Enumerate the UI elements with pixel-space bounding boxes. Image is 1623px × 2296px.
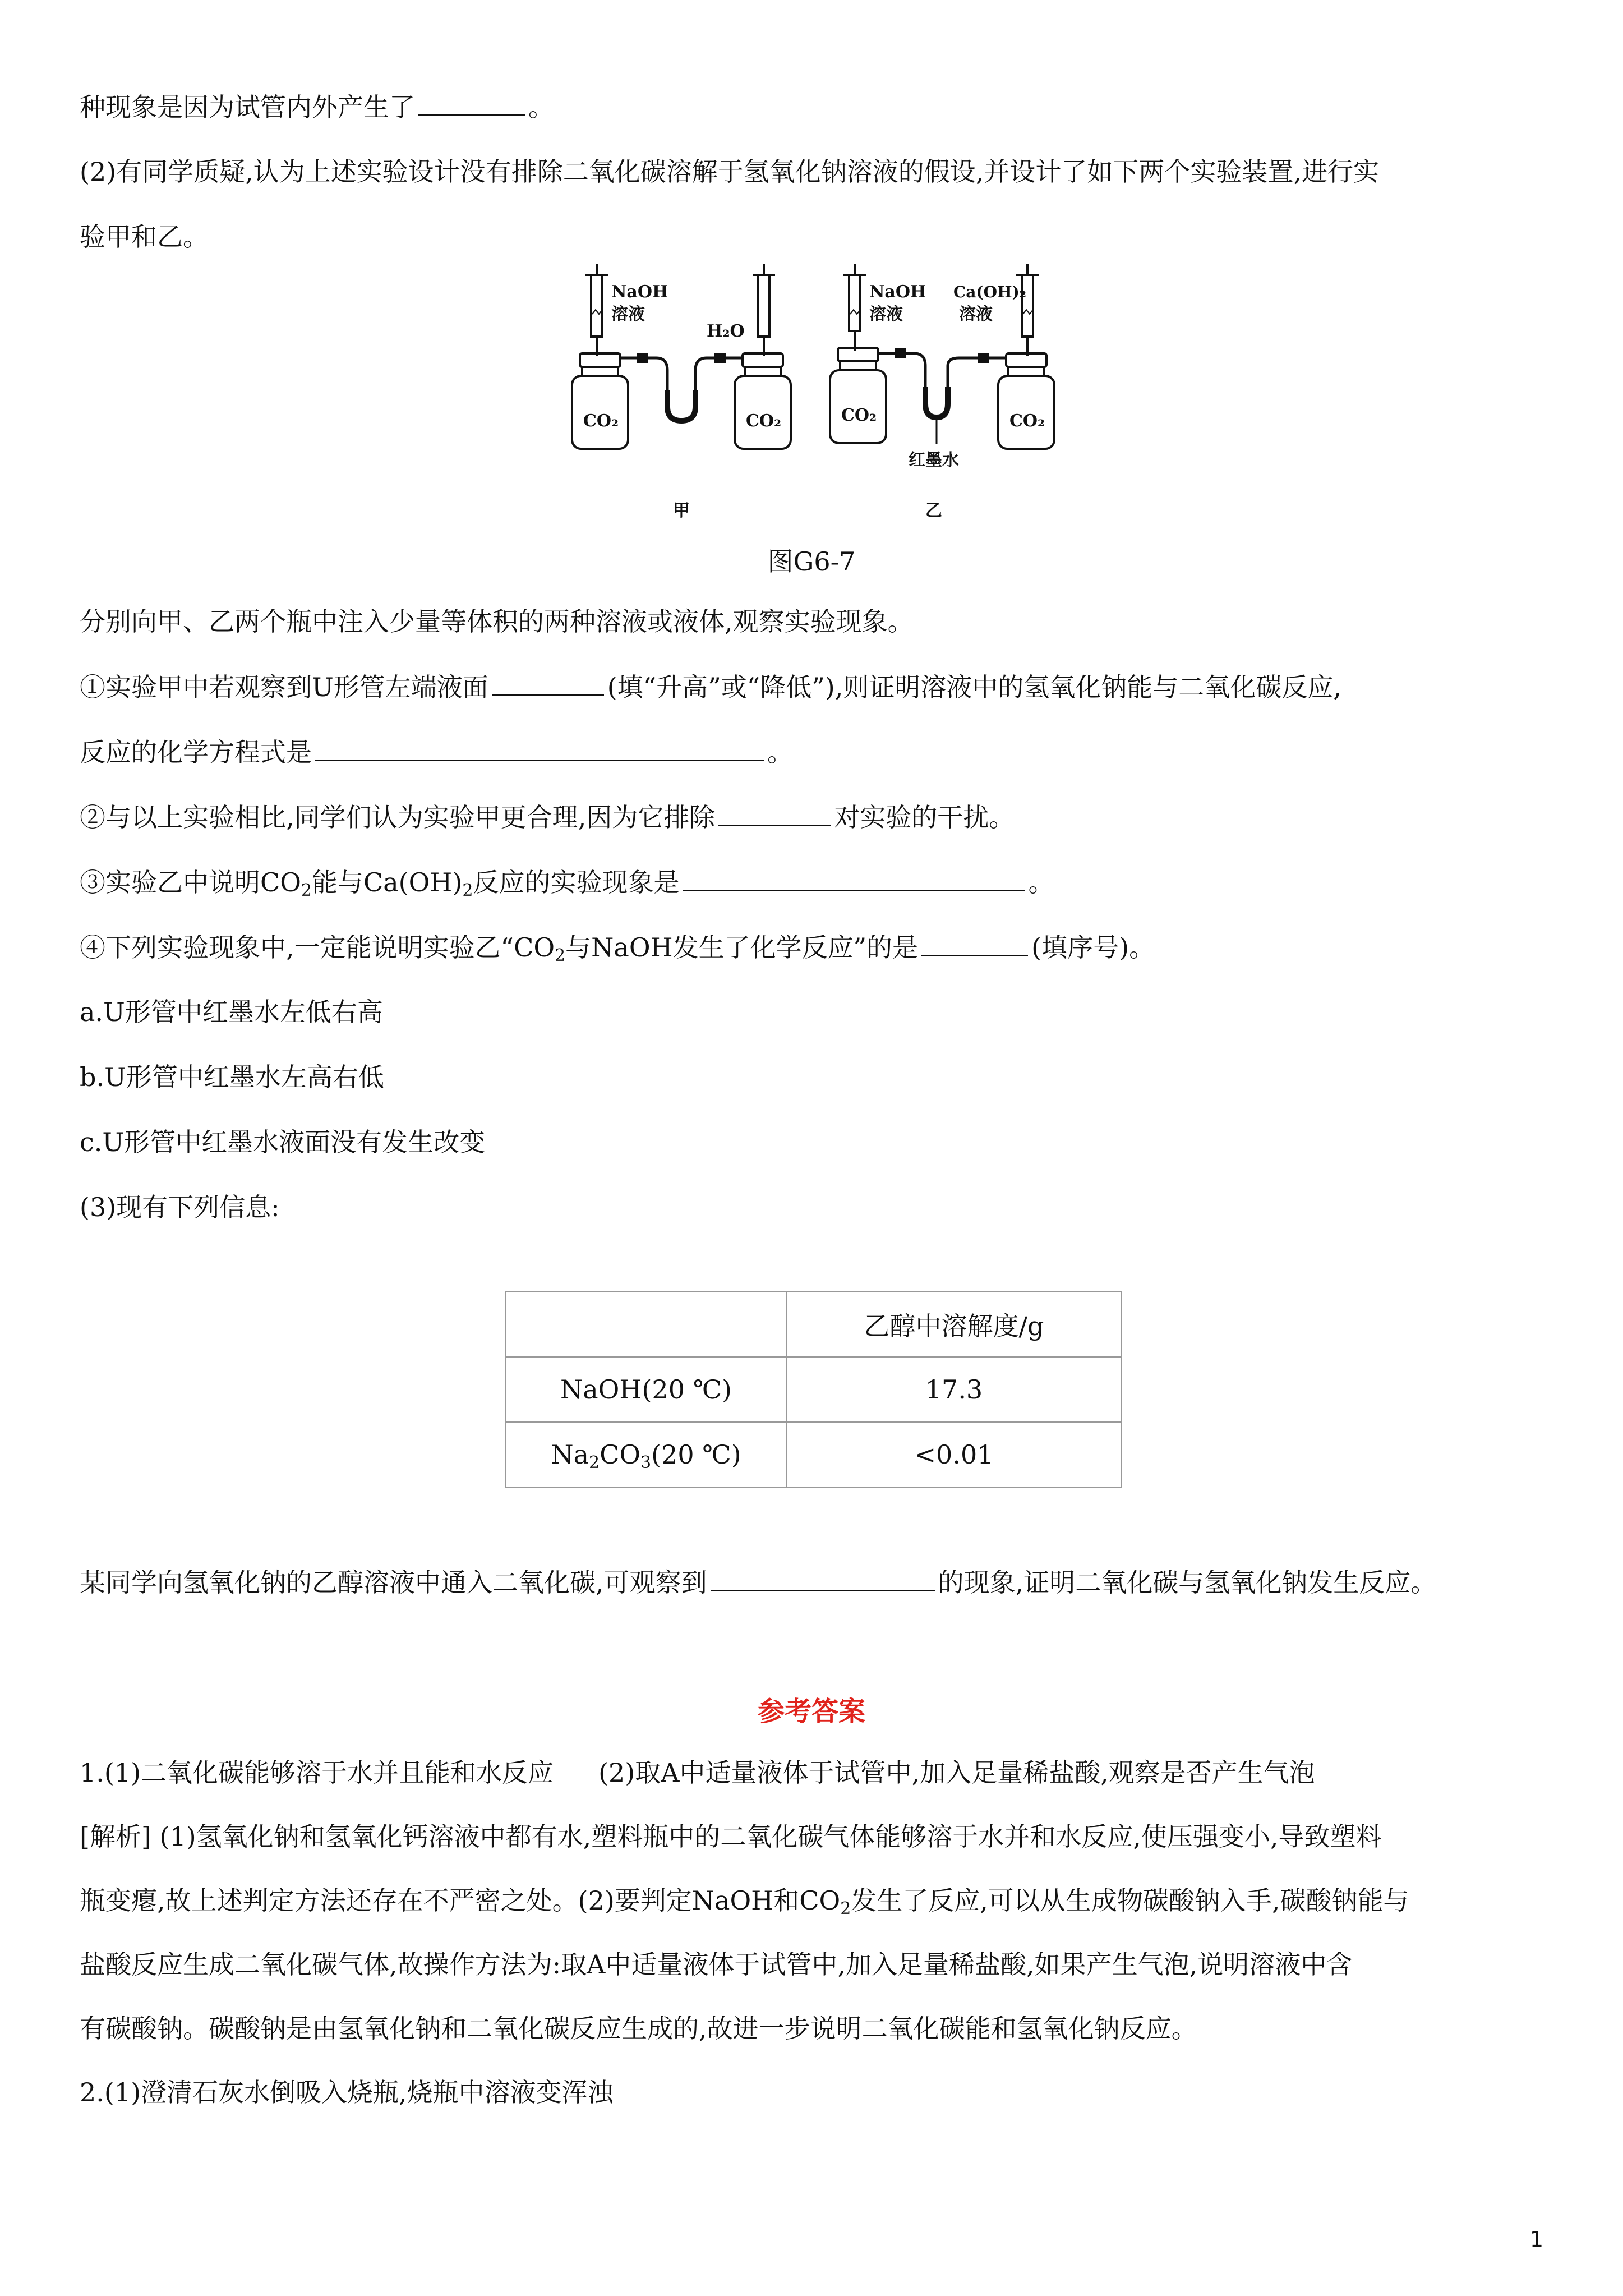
- yi-right-reagent-line2: 溶液: [959, 305, 993, 324]
- option-b: b.U形管中红墨水左高右低: [80, 1062, 384, 1092]
- question-line: ④下列实验现象中,一定能说明实验乙“$CO_2$与NaOH发生了化学反应”的是 (填序号)。: [80, 930, 1155, 964]
- answer-blank[interactable]: [492, 670, 604, 696]
- answer-line: 瓶变瘪,故上述判定方法还存在不严密之处。(2)要判定NaOH和$CO_2$发生了反应,可以从生成物碳酸钠入手,碳酸钠能与: [80, 1885, 1409, 1918]
- yi-left-reagent-line1: NaOH: [869, 282, 926, 302]
- yi-label: 乙: [925, 501, 942, 521]
- table-cell: 17.3: [787, 1357, 1121, 1422]
- answer-heading: 参考答案: [757, 1696, 865, 1727]
- question-line: ②与以上实验相比,同学们认为实验甲更合理,因为它排除 对实验的干扰。: [80, 800, 1015, 834]
- page-number: 1: [1529, 2227, 1543, 2252]
- yi-left-bottle-label: CO₂: [841, 406, 877, 425]
- solubility-table: [505, 1291, 1122, 1488]
- jia-left-bottle-label: CO₂: [583, 411, 619, 431]
- question-line: (3)现有下列信息:: [80, 1192, 280, 1222]
- option-a: a.U形管中红墨水左低右高: [80, 997, 383, 1027]
- jia-left-syringe: [585, 264, 608, 356]
- yi-liquid-label: 红墨水: [909, 450, 959, 470]
- answer-line: 1.(1)二氧化碳能够溶于水并且能和水反应 (2)取A中适量液体于试管中,加入足量稀盐酸,观察是否产生气泡: [80, 1757, 1315, 1788]
- answer-blank[interactable]: [718, 800, 831, 826]
- option-c: c.U形管中红墨水液面没有发生改变: [80, 1127, 486, 1157]
- jia-right-bottle-label: CO₂: [746, 411, 782, 431]
- question-line: ①实验甲中若观察到U形管左端液面 (填“升高”或“降低”),则证明溶液中的氢氧化钠能与二氧化碳反应,: [80, 670, 1341, 704]
- answer-line: [解析] (1)氢氧化钠和氢氧化钙溶液中都有水,塑料瓶中的二氧化碳气体能够溶于水并和水反应,使压强变小,导致塑料: [80, 1821, 1382, 1852]
- yi-u-tube: [878, 353, 1006, 417]
- yi-right-reagent-line1: Ca(OH)₂: [953, 283, 1027, 301]
- table-header-cell: 乙醇中溶解度/g: [787, 1292, 1121, 1357]
- answer-line: 有碳酸钠。碳酸钠是由氢氧化钠和二氧化碳反应生成的,故进一步说明二氧化碳能和氢氧化钠反应。: [80, 2013, 1197, 2044]
- jia-label: 甲: [673, 501, 690, 521]
- table-cell: $Na_2CO_3(20$ ℃): [505, 1422, 787, 1487]
- figure-caption: 图G6-7: [767, 546, 856, 577]
- answer-blank[interactable]: [315, 735, 764, 761]
- jia-right-reagent: H₂O: [707, 321, 745, 341]
- table-row: [505, 1357, 1121, 1422]
- table-row: [505, 1292, 1121, 1357]
- table-row: [505, 1422, 1121, 1487]
- yi-left-syringe: [843, 264, 866, 351]
- question-line: ③实验乙中说明$CO_2$能与$Ca(OH)_2$反应的实验现象是 。: [80, 865, 1054, 899]
- yi-left-reagent-line2: 溶液: [869, 305, 903, 324]
- yi-right-bottle-label: CO₂: [1009, 411, 1045, 431]
- yi-right-syringe: [1016, 264, 1039, 356]
- jia-left-bottle: [572, 353, 628, 449]
- question-line: 某同学向氢氧化钠的乙醇溶液中通入二氧化碳,可观察到 的现象,证明二氧化碳与氢氧化钠发生反应。: [80, 1565, 1436, 1599]
- answer-blank[interactable]: [418, 90, 525, 116]
- answer-line: 2.(1)澄清石灰水倒吸入烧瓶,烧瓶中溶液变浑浊: [80, 2077, 614, 2108]
- question-line: 分别向甲、乙两个瓶中注入少量等体积的两种溶液或液体,观察实验现象。: [80, 606, 914, 637]
- question-line: 反应的化学方程式是 。: [80, 735, 793, 769]
- jia-right-syringe: [753, 264, 775, 356]
- jia-left-reagent-line2: 溶液: [611, 305, 645, 324]
- table-cell: <0.01: [787, 1422, 1121, 1487]
- answer-blank[interactable]: [921, 930, 1028, 956]
- yi-left-bottle: [830, 348, 886, 443]
- jia-left-reagent-line1: NaOH: [611, 282, 668, 302]
- question-line: (2)有同学质疑,认为上述实验设计没有排除二氧化碳溶解于氢氧化钠溶液的假设,并设计了如下两个实验装置,进行实: [80, 157, 1380, 187]
- table-cell: NaOH(20 ℃): [505, 1357, 787, 1422]
- yi-right-bottle: [998, 353, 1054, 449]
- answer-blank[interactable]: [683, 865, 1025, 891]
- answer-line: 盐酸反应生成二氧化碳气体,故操作方法为:取A中适量液体于试管中,加入足量稀盐酸,如果产生气泡,说明溶液中含: [80, 1949, 1353, 1980]
- jia-u-tube: [620, 358, 743, 421]
- answer-blank[interactable]: [711, 1565, 935, 1591]
- apparatus-figure: [566, 264, 1060, 533]
- jia-right-bottle: [735, 353, 791, 449]
- question-line: 验甲和乙。: [80, 222, 209, 252]
- table-header-cell: [505, 1292, 787, 1357]
- question-line: 种现象是因为试管内外产生了 。: [80, 90, 554, 124]
